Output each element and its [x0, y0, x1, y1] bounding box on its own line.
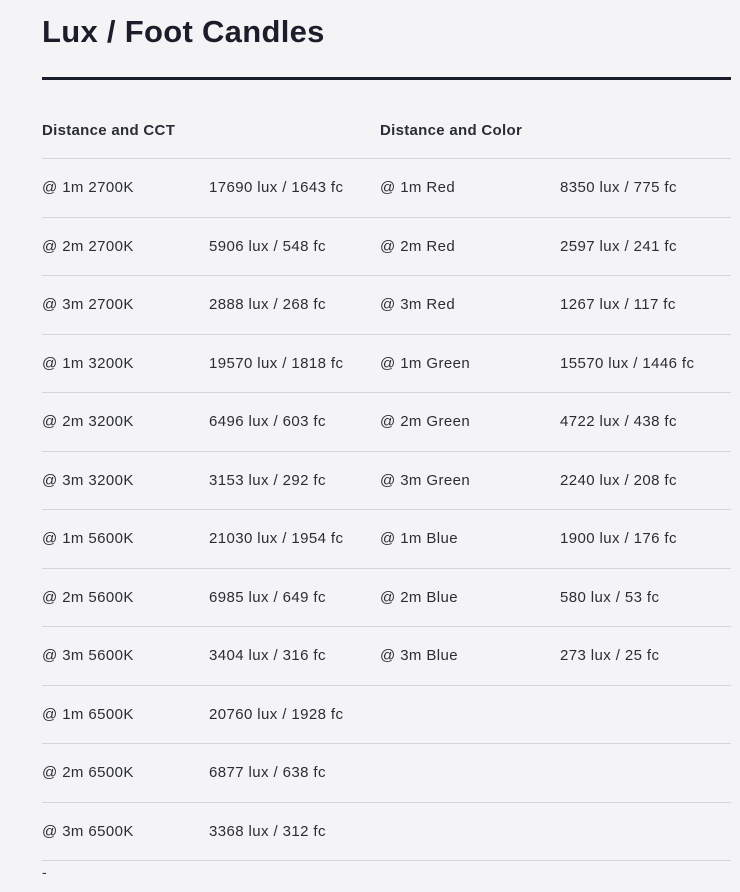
cct-distance-cell: @ 2m 2700K — [42, 217, 209, 276]
header-distance-cct: Distance and CCT — [42, 122, 176, 139]
table-row — [42, 159, 731, 218]
color-distance-cell — [380, 685, 560, 744]
cct-value-cell: 17690 lux / 1643 fc — [209, 159, 380, 218]
cct-distance-cell: @ 1m 2700K — [42, 159, 209, 218]
table-row — [42, 744, 731, 803]
cct-distance-cell: @ 3m 2700K — [42, 276, 209, 335]
color-distance-cell: @ 2m Blue — [380, 568, 560, 627]
table-row — [42, 627, 731, 686]
color-distance-cell: @ 1m Red — [380, 159, 560, 218]
title-divider — [42, 77, 731, 80]
cct-distance-cell: @ 3m 5600K — [42, 627, 209, 686]
table-row — [42, 334, 731, 393]
table-row — [42, 393, 731, 452]
cct-value-cell: 6985 lux / 649 fc — [209, 568, 380, 627]
color-distance-cell: @ 2m Red — [380, 217, 560, 276]
cct-value-cell: 3153 lux / 292 fc — [209, 451, 380, 510]
color-value-cell: 2240 lux / 208 fc — [560, 451, 731, 510]
table-row — [42, 276, 731, 335]
lux-table — [42, 158, 731, 861]
cct-distance-cell: @ 3m 6500K — [42, 802, 209, 861]
color-value-cell — [560, 744, 731, 803]
color-distance-cell: @ 1m Green — [380, 334, 560, 393]
cct-distance-cell: @ 2m 5600K — [42, 568, 209, 627]
cct-value-cell: 21030 lux / 1954 fc — [209, 510, 380, 569]
cct-value-cell: 20760 lux / 1928 fc — [209, 685, 380, 744]
table-row — [42, 568, 731, 627]
cct-distance-cell: @ 3m 3200K — [42, 451, 209, 510]
color-value-cell: 1267 lux / 117 fc — [560, 276, 731, 335]
cct-value-cell: 5906 lux / 548 fc — [209, 217, 380, 276]
color-value-cell: 273 lux / 25 fc — [560, 627, 731, 686]
page-title: Lux / Foot Candles — [42, 14, 325, 49]
color-distance-cell — [380, 744, 560, 803]
color-distance-cell: @ 2m Green — [380, 393, 560, 452]
color-value-cell: 8350 lux / 775 fc — [560, 159, 731, 218]
cct-value-cell: 6496 lux / 603 fc — [209, 393, 380, 452]
table-row — [42, 510, 731, 569]
color-distance-cell — [380, 802, 560, 861]
color-value-cell — [560, 685, 731, 744]
color-value-cell: 4722 lux / 438 fc — [560, 393, 731, 452]
cct-distance-cell: @ 1m 6500K — [42, 685, 209, 744]
cct-value-cell: 3404 lux / 316 fc — [209, 627, 380, 686]
cct-value-cell: 3368 lux / 312 fc — [209, 802, 380, 861]
table-row — [42, 802, 731, 861]
footer-dash: - — [42, 864, 47, 880]
color-distance-cell: @ 3m Green — [380, 451, 560, 510]
color-distance-cell: @ 3m Blue — [380, 627, 560, 686]
color-distance-cell: @ 1m Blue — [380, 510, 560, 569]
table-row — [42, 685, 731, 744]
color-value-cell — [560, 802, 731, 861]
cct-distance-cell: @ 1m 3200K — [42, 334, 209, 393]
cct-value-cell: 19570 lux / 1818 fc — [209, 334, 380, 393]
cct-distance-cell: @ 2m 6500K — [42, 744, 209, 803]
table-row — [42, 217, 731, 276]
header-distance-color: Distance and Color — [380, 122, 523, 139]
color-value-cell: 15570 lux / 1446 fc — [560, 334, 731, 393]
cct-distance-cell: @ 2m 3200K — [42, 393, 209, 452]
cct-value-cell: 6877 lux / 638 fc — [209, 744, 380, 803]
color-value-cell: 2597 lux / 241 fc — [560, 217, 731, 276]
cct-value-cell: 2888 lux / 268 fc — [209, 276, 380, 335]
cct-distance-cell: @ 1m 5600K — [42, 510, 209, 569]
color-value-cell: 580 lux / 53 fc — [560, 568, 731, 627]
color-distance-cell: @ 3m Red — [380, 276, 560, 335]
color-value-cell: 1900 lux / 176 fc — [560, 510, 731, 569]
table-row — [42, 451, 731, 510]
